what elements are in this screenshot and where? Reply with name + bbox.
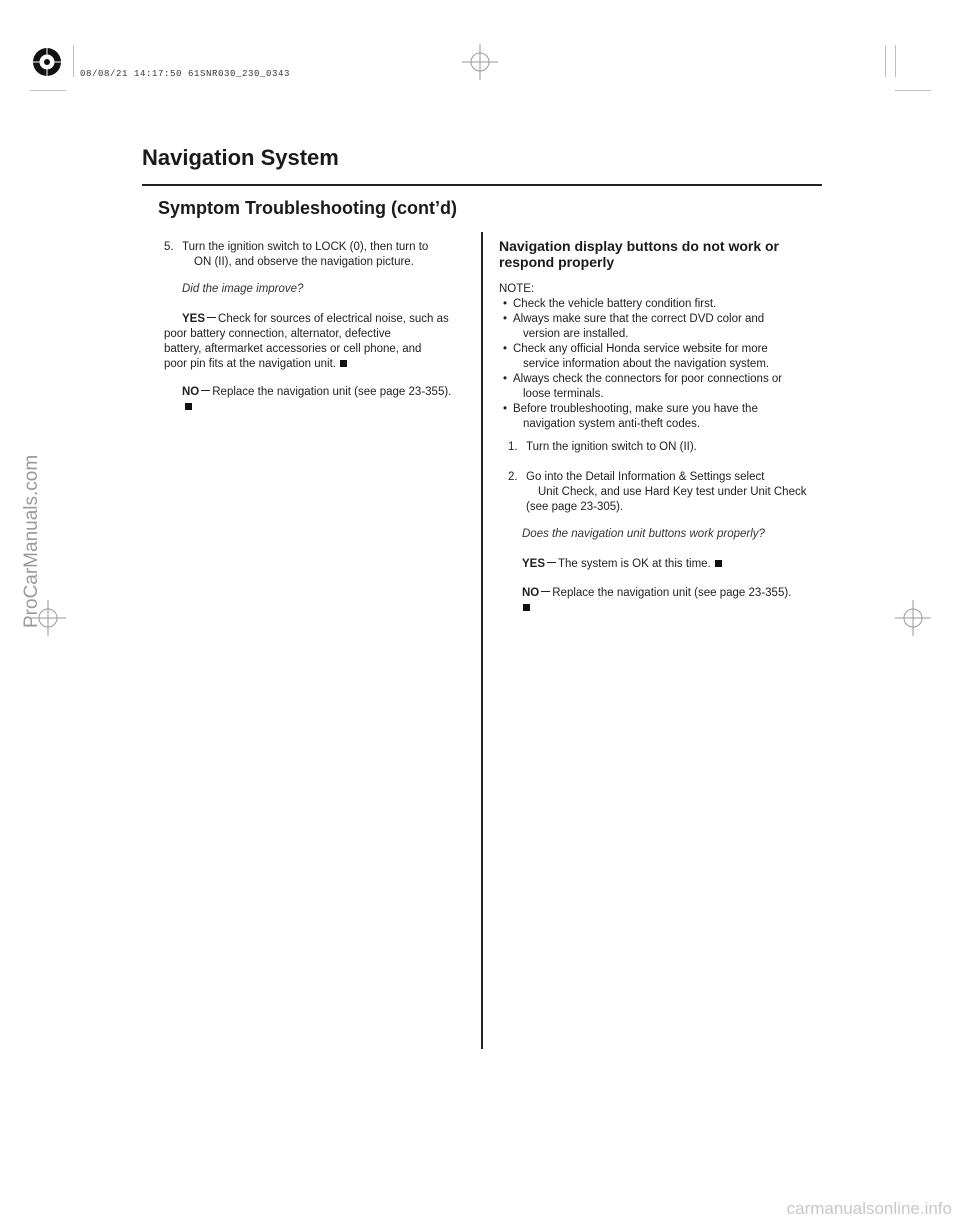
dash — [547, 562, 556, 563]
notes-list — [499, 297, 819, 432]
side-watermark: ProCarManuals.com — [21, 454, 42, 628]
end-mark-icon — [715, 560, 722, 567]
left-yes-block — [164, 312, 474, 372]
no-label: NO — [522, 587, 540, 599]
header-rule — [142, 184, 822, 186]
step-text-line: Turn the ignition switch to LOCK (0), then turn to — [182, 241, 429, 253]
crosshair-icon — [895, 600, 931, 636]
note-item — [499, 297, 819, 312]
yes-label: YES — [182, 313, 206, 325]
note-line: • Always check the connectors for poor connections or — [513, 373, 783, 385]
notes-block — [499, 282, 819, 432]
crosshair-icon — [462, 44, 498, 80]
registration-target-icon — [30, 45, 64, 79]
step-text-line: Unit Check, and use Hard Key test under Unit Check — [538, 486, 807, 498]
crop-mark — [895, 90, 931, 91]
step-number: 2. — [508, 471, 518, 483]
yes-text: The system is OK at this time. — [558, 558, 711, 570]
left-column — [164, 240, 474, 270]
yes-text-line: poor pin fits at the navigation unit. — [164, 358, 336, 370]
note-line: navigation system anti-theft codes. — [523, 418, 701, 430]
step-text-line: (see page 23-305). — [526, 501, 624, 513]
page-title: Navigation System — [142, 145, 339, 170]
no-text: Replace the navigation unit (see page 23-355). — [212, 386, 452, 398]
step-2 — [508, 470, 818, 515]
yes-text-line: Check for sources of electrical noise, such as — [218, 313, 449, 325]
column-divider — [481, 232, 483, 1049]
print-stamp: 08/08/21 14:17:50 61SNR030_230_0343 — [80, 69, 291, 79]
note-line: loose terminals. — [523, 388, 604, 400]
step-text-line: Turn the ignition switch to ON (II). — [526, 441, 697, 453]
no-text: Replace the navigation unit (see page 23-355). — [552, 587, 792, 599]
no-label: NO — [182, 386, 200, 398]
step-5 — [164, 240, 474, 270]
crosshair-right-middle — [895, 600, 931, 641]
note-line: • Always make sure that the correct DVD color and — [513, 313, 765, 325]
note-line: service information about the navigation system. — [523, 358, 770, 370]
question-buttons-work: Does the navigation unit buttons work properly? — [522, 528, 765, 540]
crosshair-top-center — [462, 44, 498, 85]
dash — [201, 390, 210, 391]
yes-text-line: poor battery connection, alternator, defective — [164, 328, 391, 340]
left-no-block — [164, 385, 474, 415]
step-1 — [508, 440, 818, 455]
registration-mark-top-left — [30, 45, 64, 79]
end-mark-icon — [523, 604, 530, 611]
crop-mark — [30, 90, 66, 91]
note-line: version are installed. — [523, 328, 629, 340]
note-line: • Before troubleshooting, make sure you have the — [513, 403, 758, 415]
end-mark-icon — [185, 403, 192, 410]
step-text-line: ON (II), and observe the navigation picture. — [194, 256, 414, 268]
note-item — [499, 372, 819, 402]
note-item — [499, 312, 819, 342]
section-title: Symptom Troubleshooting (cont’d) — [158, 198, 457, 218]
end-mark-icon — [340, 360, 347, 367]
crop-mark — [73, 45, 74, 77]
note-item — [499, 342, 819, 372]
question-image-improve: Did the image improve? — [182, 283, 304, 295]
bottom-watermark: carmanualsonline.info — [786, 1199, 952, 1218]
dash — [541, 591, 550, 592]
dash — [207, 317, 216, 318]
step-number: 5. — [164, 241, 174, 253]
yes-text-line: battery, aftermarket accessories or cell phone, and — [164, 343, 422, 355]
step-text-line: Go into the Detail Information & Settings select — [526, 471, 765, 483]
heading-line: respond properly — [499, 254, 615, 270]
yes-label: YES — [522, 558, 546, 570]
note-line: • Check the vehicle battery condition first. — [513, 298, 717, 310]
step-number: 1. — [508, 441, 518, 453]
procedure-heading — [499, 238, 819, 270]
right-no-block — [522, 586, 832, 616]
crop-mark — [895, 45, 896, 77]
crop-mark — [885, 45, 886, 77]
note-line: • Check any official Honda service website for more — [513, 343, 768, 355]
right-yes-block — [522, 557, 832, 572]
note-label: NOTE: — [499, 283, 535, 295]
heading-line: Navigation display buttons do not work or — [499, 238, 780, 254]
note-item — [499, 402, 819, 432]
